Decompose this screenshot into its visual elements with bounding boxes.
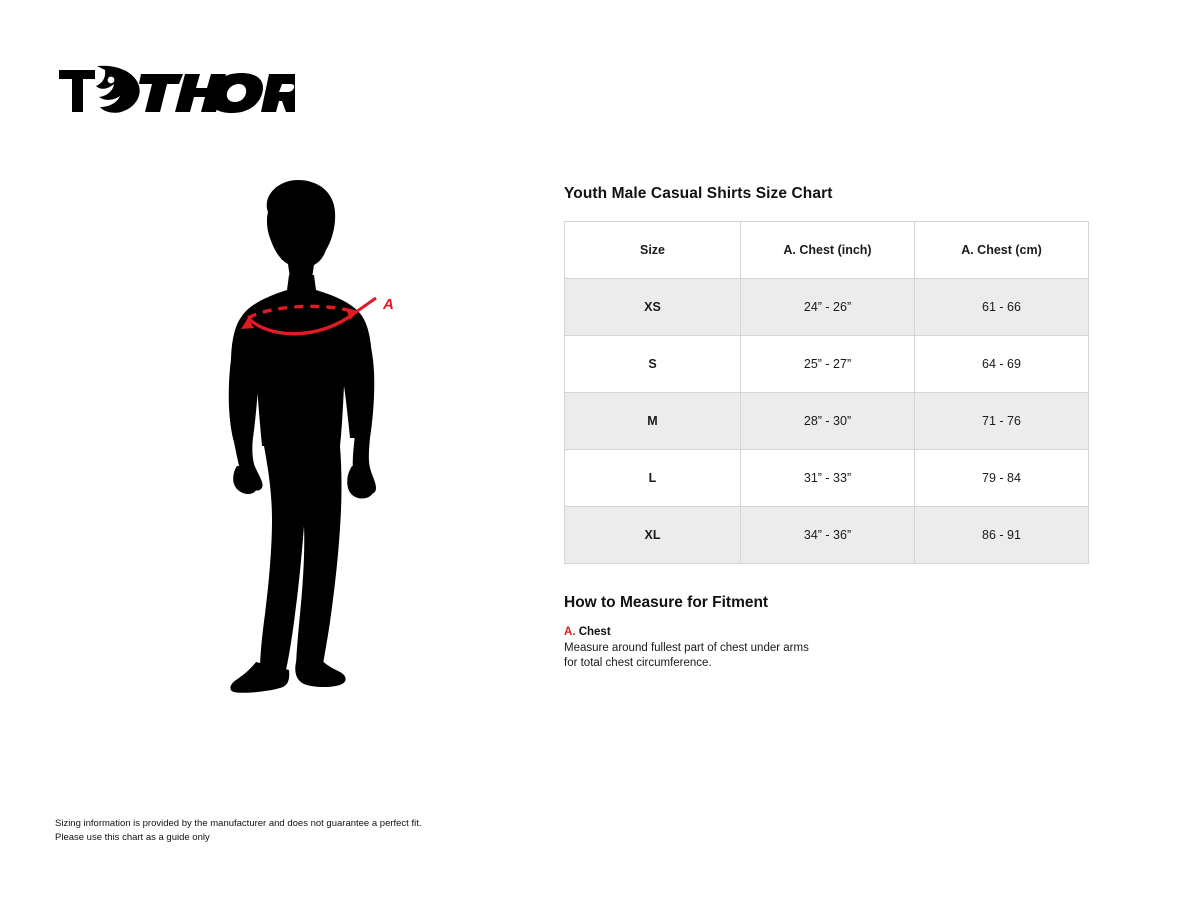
measure-name: Chest [578,626,611,638]
disclaimer [55,817,422,846]
measure-description: Measure around fullest part of chest under arms for total chest circumference. [564,642,809,670]
cell-chest-cm: 61 - 66 [915,279,1089,336]
cell-size: L [565,450,741,507]
disclaimer-line-2: Please use this chart as a guide only [55,832,210,844]
column-header-size: Size [565,222,741,279]
size-chart-panel [564,185,1088,677]
cell-chest-inch: 28” - 30” [741,393,915,450]
measure-item-title [564,626,1088,638]
cell-chest-cm: 79 - 84 [915,450,1089,507]
thor-helmet-logo [55,60,295,120]
chest-callout-label: A [383,296,395,313]
cell-chest-cm: 71 - 76 [915,393,1089,450]
cell-chest-cm: 86 - 91 [915,507,1089,564]
table-row [565,393,1089,450]
trademark-symbol: ® [288,107,294,114]
body-figure [190,170,490,710]
cell-chest-inch: 31” - 33” [741,450,915,507]
column-header-chest-inch: A. Chest (inch) [741,222,915,279]
measure-marker: A. [564,626,576,638]
cell-chest-inch: 25” - 27” [741,336,915,393]
brand-logo [55,60,295,120]
cell-size: XL [565,507,741,564]
table-row [565,336,1089,393]
how-to-measure-heading: How to Measure for Fitment [564,594,769,611]
page-title: Youth Male Casual Shirts Size Chart [564,185,833,202]
table-row [565,507,1089,564]
cell-chest-inch: 34” - 36” [741,507,915,564]
disclaimer-line-1: Sizing information is provided by the manufacturer and does not guarantee a perfect fit. [55,818,422,829]
column-header-chest-cm: A. Chest (cm) [915,222,1089,279]
measure-item-chest [564,626,1088,671]
table-header-row [565,222,1089,279]
cell-chest-inch: 24” - 26” [741,279,915,336]
table-row [565,450,1089,507]
youth-male-body-silhouette-icon [190,170,490,710]
cell-size: XS [565,279,741,336]
cell-size: S [565,336,741,393]
table-row [565,279,1089,336]
cell-size: M [565,393,741,450]
cell-chest-cm: 64 - 69 [915,336,1089,393]
size-chart-table [564,221,1089,564]
